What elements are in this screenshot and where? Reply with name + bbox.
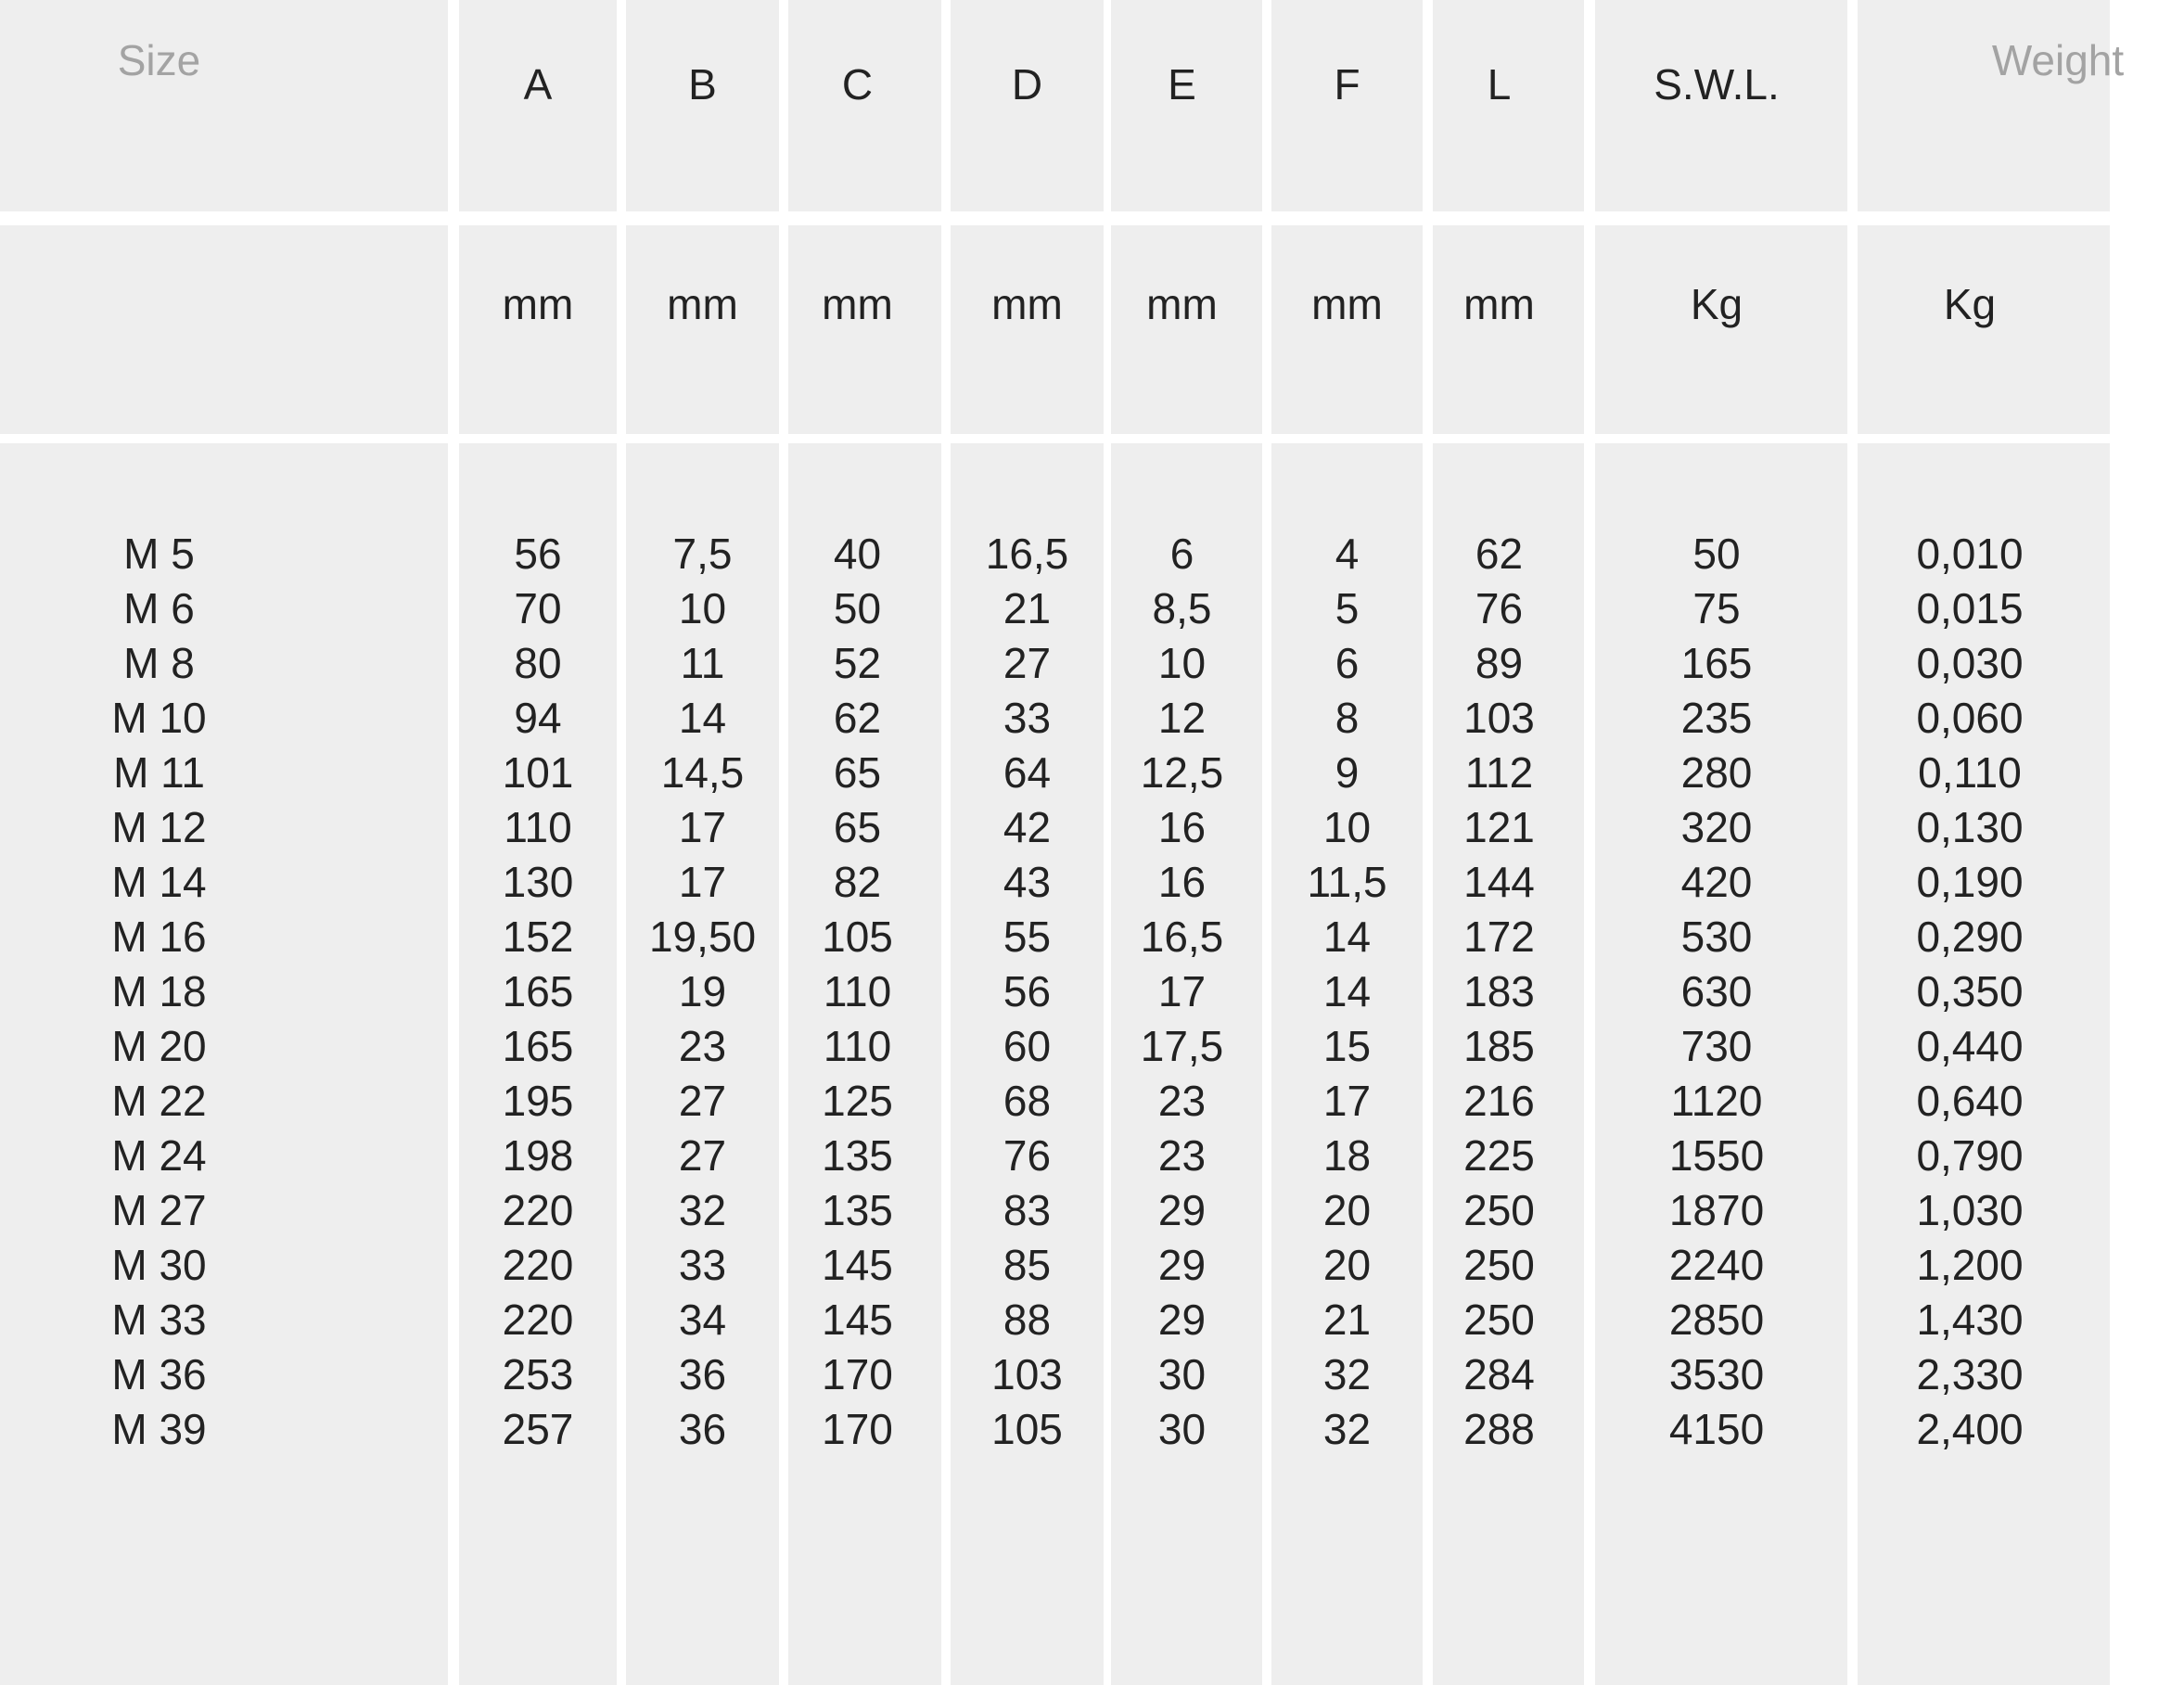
column-values-weight (1844, 527, 2096, 1457)
size-label: M 5 (123, 530, 195, 578)
value-cell: 121 (1463, 803, 1535, 851)
unit-cell-swl (1595, 225, 1847, 434)
column-header-A: A (523, 60, 553, 109)
value-cell: 8 (1335, 694, 1360, 742)
unit-cell-E (1111, 225, 1262, 434)
value-cell: 135 (822, 1131, 893, 1180)
value-cell: 17 (678, 858, 727, 906)
value-cell: 83 (1003, 1186, 1052, 1234)
value-cell: 89 (1475, 639, 1524, 687)
value-cell: 21 (1322, 1296, 1372, 1344)
value-cell: 30 (1157, 1350, 1207, 1398)
value-cell: 103 (1463, 694, 1535, 742)
value-cell: 76 (1475, 584, 1524, 632)
value-cell: 15 (1322, 1022, 1372, 1070)
unit-label-weight: Kg (1943, 280, 1997, 328)
value-cell: 33 (678, 1241, 727, 1289)
header-cell-swl (1595, 0, 1847, 211)
size-label: M 20 (111, 1022, 207, 1070)
value-cell: 185 (1463, 1022, 1535, 1070)
column-header-weight: Weight (1991, 36, 2125, 84)
unit-label-L: mm (1463, 280, 1535, 328)
value-cell: 152 (502, 913, 574, 961)
value-cell: 16,5 (1140, 913, 1224, 961)
value-cell: 250 (1463, 1241, 1535, 1289)
size-label: M 14 (111, 858, 207, 906)
value-cell: 0,640 (1916, 1077, 2024, 1125)
unit-cell-B (626, 225, 779, 434)
value-cell: 284 (1463, 1350, 1535, 1398)
header-cell-weight (1858, 0, 2125, 211)
size-label: M 24 (111, 1131, 207, 1180)
data-cell-A (459, 443, 617, 1685)
column-values-swl (1590, 527, 1843, 1457)
size-label: M 12 (111, 803, 207, 851)
value-cell: 165 (502, 1022, 574, 1070)
value-cell: 280 (1680, 748, 1753, 797)
value-cell: 23 (1157, 1131, 1207, 1180)
value-cell: 165 (1680, 639, 1753, 687)
value-cell: 17,5 (1140, 1022, 1224, 1070)
value-cell: 165 (502, 967, 574, 1015)
value-cell: 17 (678, 803, 727, 851)
unit-label-swl: Kg (1690, 280, 1743, 328)
value-cell: 144 (1463, 858, 1535, 906)
value-cell: 1,430 (1916, 1296, 2024, 1344)
value-cell: 19 (678, 967, 727, 1015)
value-cell: 110 (823, 1022, 892, 1070)
value-cell: 0,790 (1916, 1131, 2024, 1180)
value-cell: 62 (1475, 530, 1524, 578)
value-cell: 40 (833, 530, 882, 578)
unit-cell-L (1433, 225, 1584, 434)
data-cell-L (1433, 443, 1584, 1685)
value-cell: 130 (502, 858, 574, 906)
data-cell-swl (1595, 443, 1847, 1685)
value-cell: 14 (1322, 967, 1372, 1015)
value-cell: 170 (822, 1405, 893, 1453)
value-cell: 1,200 (1916, 1241, 2024, 1289)
value-cell: 112 (1464, 748, 1534, 797)
value-cell: 0,110 (1918, 748, 2022, 797)
value-cell: 0,290 (1916, 913, 2024, 961)
unit-label-B: mm (667, 280, 738, 328)
value-cell: 80 (514, 639, 562, 687)
unit-cell-F (1271, 225, 1423, 434)
value-cell: 19,50 (648, 913, 757, 961)
value-cell: 220 (502, 1296, 574, 1344)
value-cell: 220 (502, 1241, 574, 1289)
value-cell: 2850 (1668, 1296, 1765, 1344)
value-cell: 288 (1463, 1405, 1535, 1453)
value-cell: 110 (504, 803, 572, 851)
value-cell: 85 (1003, 1241, 1052, 1289)
value-cell: 1870 (1668, 1186, 1765, 1234)
value-cell: 68 (1003, 1077, 1052, 1125)
header-cell-B (626, 0, 779, 211)
value-cell: 65 (833, 748, 882, 797)
value-cell: 110 (823, 967, 892, 1015)
value-cell: 14,5 (660, 748, 745, 797)
value-cell: 11,5 (1307, 858, 1387, 906)
value-cell: 320 (1680, 803, 1753, 851)
unit-cell-C (788, 225, 941, 434)
unit-label-C: mm (822, 280, 893, 328)
value-cell: 250 (1463, 1186, 1535, 1234)
value-cell: 135 (822, 1186, 893, 1234)
unit-cell-D (951, 225, 1104, 434)
value-cell: 29 (1157, 1296, 1207, 1344)
value-cell: 172 (1463, 913, 1535, 961)
value-cell: 0,130 (1916, 803, 2024, 851)
column-header-swl: S.W.L. (1654, 60, 1780, 109)
value-cell: 170 (822, 1350, 893, 1398)
column-header-B: B (688, 60, 717, 109)
value-cell: 2240 (1668, 1241, 1765, 1289)
value-cell: 76 (1003, 1131, 1052, 1180)
value-cell: 50 (1692, 530, 1741, 578)
column-values-C (781, 527, 934, 1457)
value-cell: 27 (678, 1077, 727, 1125)
value-cell: 0,010 (1916, 530, 2024, 578)
header-cell-A (459, 0, 617, 211)
value-cell: 3530 (1668, 1350, 1765, 1398)
value-cell: 27 (678, 1131, 727, 1180)
value-cell: 195 (502, 1077, 574, 1125)
value-cell: 18 (1322, 1131, 1372, 1180)
size-label: M 6 (123, 584, 195, 632)
value-cell: 17 (1322, 1077, 1372, 1125)
value-cell: 70 (514, 584, 562, 632)
size-label: M 39 (111, 1405, 207, 1453)
unit-cell-weight (1858, 225, 2110, 434)
value-cell: 12 (1157, 694, 1207, 742)
column-header-E: E (1168, 60, 1196, 109)
value-cell: 730 (1680, 1022, 1753, 1070)
value-cell: 198 (502, 1131, 574, 1180)
value-cell: 1,030 (1916, 1186, 2024, 1234)
data-cell-B (626, 443, 779, 1685)
value-cell: 0,030 (1916, 639, 2024, 687)
value-cell: 0,060 (1916, 694, 2024, 742)
data-cell-C (788, 443, 941, 1685)
value-cell: 12,5 (1140, 748, 1224, 797)
value-cell: 0,190 (1916, 858, 2024, 906)
value-cell: 530 (1680, 913, 1753, 961)
value-cell: 105 (822, 913, 893, 961)
value-cell: 257 (502, 1405, 574, 1453)
value-cell: 2,400 (1916, 1405, 2024, 1453)
value-cell: 6 (1169, 530, 1194, 578)
data-cell-size (0, 443, 448, 1685)
value-cell: 10 (1157, 639, 1207, 687)
value-cell: 11 (680, 639, 725, 687)
value-cell: 145 (822, 1241, 893, 1289)
value-cell: 8,5 (1152, 584, 1212, 632)
size-label: M 22 (111, 1077, 207, 1125)
column-values-size (0, 527, 383, 1457)
column-values-A (459, 527, 617, 1457)
value-cell: 50 (833, 584, 882, 632)
data-cell-weight (1858, 443, 2110, 1685)
value-cell: 56 (1003, 967, 1052, 1015)
size-label: M 27 (111, 1186, 207, 1234)
value-cell: 10 (678, 584, 727, 632)
size-label: M 11 (113, 748, 205, 797)
value-cell: 103 (991, 1350, 1063, 1398)
value-cell: 23 (1157, 1077, 1207, 1125)
size-label: M 36 (111, 1350, 207, 1398)
value-cell: 0,350 (1916, 967, 2024, 1015)
value-cell: 27 (1003, 639, 1052, 687)
value-cell: 32 (1322, 1350, 1372, 1398)
value-cell: 225 (1463, 1131, 1535, 1180)
column-values-F (1271, 527, 1423, 1457)
value-cell: 82 (833, 858, 882, 906)
value-cell: 52 (833, 639, 882, 687)
unit-cell-A (459, 225, 617, 434)
value-cell: 43 (1003, 858, 1052, 906)
value-cell: 105 (991, 1405, 1063, 1453)
value-cell: 4 (1335, 530, 1360, 578)
unit-label-D: mm (991, 280, 1063, 328)
size-label: M 30 (111, 1241, 207, 1289)
value-cell: 6 (1335, 639, 1360, 687)
value-cell: 16 (1157, 803, 1207, 851)
value-cell: 1120 (1670, 1077, 1763, 1125)
value-cell: 20 (1322, 1241, 1372, 1289)
value-cell: 30 (1157, 1405, 1207, 1453)
value-cell: 21 (1003, 584, 1052, 632)
size-label: M 33 (111, 1296, 207, 1344)
value-cell: 20 (1322, 1186, 1372, 1234)
value-cell: 64 (1003, 748, 1052, 797)
value-cell: 33 (1003, 694, 1052, 742)
value-cell: 7,5 (672, 530, 733, 578)
header-cell-C (788, 0, 941, 211)
unit-cell-size (0, 225, 448, 434)
size-label: M 18 (111, 967, 207, 1015)
value-cell: 253 (502, 1350, 574, 1398)
unit-label-F: mm (1311, 280, 1383, 328)
column-header-size: Size (117, 36, 201, 84)
value-cell: 56 (514, 530, 562, 578)
value-cell: 101 (502, 748, 574, 797)
value-cell: 34 (678, 1296, 727, 1344)
value-cell: 29 (1157, 1241, 1207, 1289)
unit-label-E: mm (1146, 280, 1218, 328)
value-cell: 235 (1680, 694, 1753, 742)
value-cell: 62 (833, 694, 882, 742)
column-values-B (626, 527, 779, 1457)
value-cell: 2,330 (1916, 1350, 2024, 1398)
value-cell: 17 (1157, 967, 1207, 1015)
unit-label-A: mm (502, 280, 574, 328)
value-cell: 14 (1322, 913, 1372, 961)
value-cell: 60 (1003, 1022, 1052, 1070)
column-values-E (1106, 527, 1258, 1457)
value-cell: 75 (1692, 584, 1741, 632)
column-header-D: D (1011, 60, 1043, 109)
value-cell: 250 (1463, 1296, 1535, 1344)
column-values-D (951, 527, 1104, 1457)
size-label: M 16 (111, 913, 207, 961)
value-cell: 88 (1003, 1296, 1052, 1344)
value-cell: 4150 (1668, 1405, 1765, 1453)
header-cell-D (951, 0, 1104, 211)
value-cell: 145 (822, 1296, 893, 1344)
header-cell-E (1111, 0, 1262, 211)
value-cell: 55 (1003, 913, 1052, 961)
header-cell-F (1271, 0, 1423, 211)
value-cell: 16 (1157, 858, 1207, 906)
value-cell: 420 (1680, 858, 1753, 906)
value-cell: 183 (1463, 967, 1535, 1015)
value-cell: 94 (514, 694, 562, 742)
value-cell: 5 (1335, 584, 1360, 632)
column-header-C: C (841, 60, 874, 109)
value-cell: 14 (678, 694, 727, 742)
header-cell-size (0, 0, 448, 211)
value-cell: 220 (502, 1186, 574, 1234)
value-cell: 216 (1463, 1077, 1535, 1125)
column-values-L (1424, 527, 1575, 1457)
value-cell: 16,5 (985, 530, 1069, 578)
value-cell: 32 (678, 1186, 727, 1234)
value-cell: 65 (833, 803, 882, 851)
header-cell-L (1433, 0, 1584, 211)
value-cell: 29 (1157, 1186, 1207, 1234)
value-cell: 36 (678, 1350, 727, 1398)
value-cell: 23 (678, 1022, 727, 1070)
data-cell-F (1271, 443, 1423, 1685)
size-label: M 10 (111, 694, 207, 742)
value-cell: 36 (678, 1405, 727, 1453)
value-cell: 32 (1322, 1405, 1372, 1453)
value-cell: 1550 (1668, 1131, 1765, 1180)
value-cell: 10 (1322, 803, 1372, 851)
column-header-F: F (1334, 60, 1360, 109)
value-cell: 0,440 (1916, 1022, 2024, 1070)
data-cell-E (1111, 443, 1262, 1685)
value-cell: 0,015 (1916, 584, 2024, 632)
value-cell: 42 (1003, 803, 1052, 851)
column-header-L: L (1487, 60, 1512, 109)
value-cell: 125 (822, 1077, 893, 1125)
value-cell: 9 (1335, 748, 1360, 797)
value-cell: 630 (1680, 967, 1753, 1015)
size-label: M 8 (123, 639, 195, 687)
data-cell-D (951, 443, 1104, 1685)
